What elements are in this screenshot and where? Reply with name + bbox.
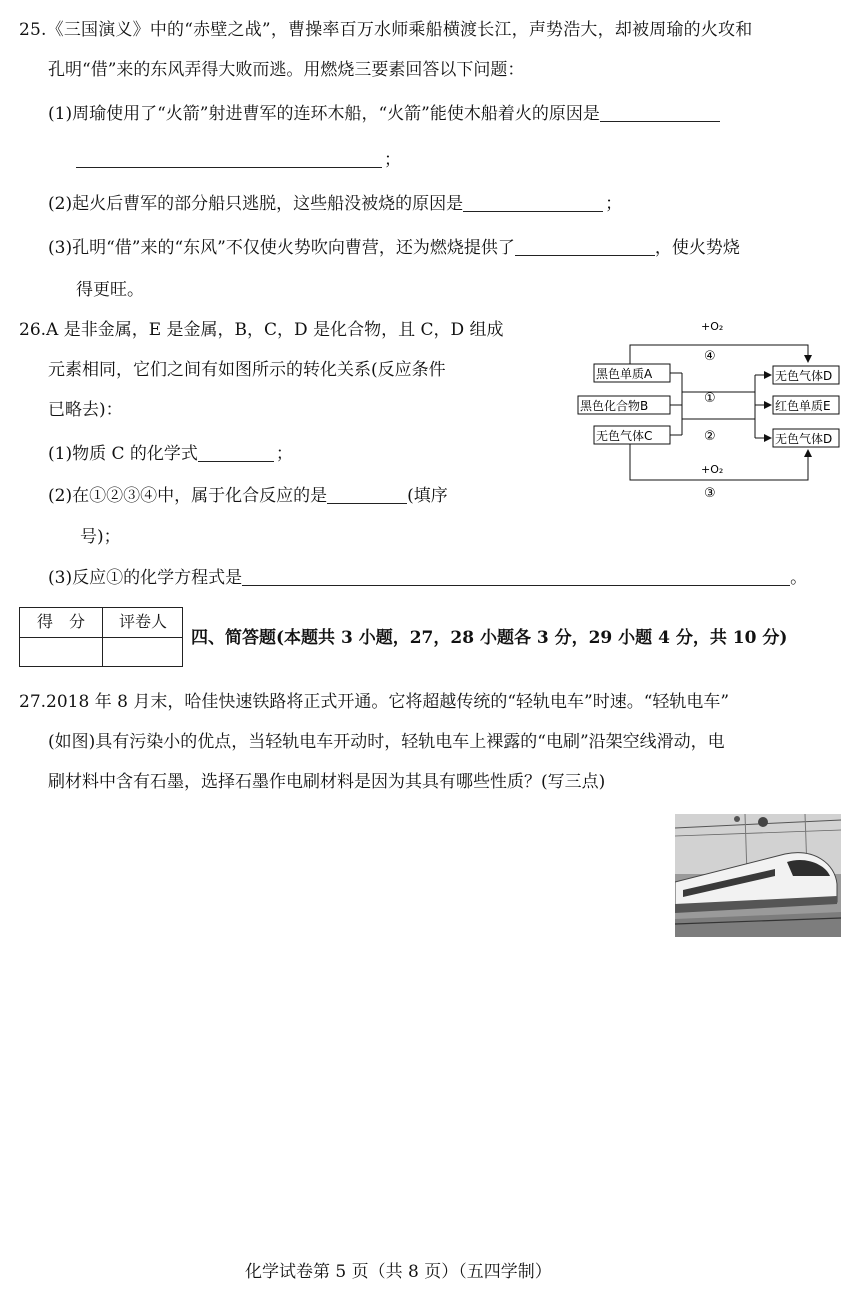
- score-input[interactable]: [20, 638, 102, 666]
- o2-top-label: +O₂: [701, 320, 724, 333]
- q26-part2-cont: 号)；: [80, 527, 121, 547]
- score-label: 得 分: [36, 612, 85, 631]
- answer-blank[interactable]: [515, 238, 655, 256]
- reaction-1-label: ①: [704, 391, 716, 406]
- q25-part1: [48, 102, 720, 126]
- box-e-label: 红色单质E: [775, 399, 831, 413]
- answer-blank[interactable]: [463, 194, 603, 212]
- box-c-label: 无色气体C: [596, 429, 653, 443]
- reaction-3-label: ③: [704, 486, 716, 501]
- o2-bottom-label: +O₂: [701, 463, 724, 476]
- q26-part2: [48, 484, 448, 508]
- q27-line1: 27.2018 年 8 月末，哈佳快速铁路将正式开通。它将超越传统的“轻轨电车”时速。“轻轨电车”: [19, 692, 730, 712]
- section-title: 四、简答题(本题共 3 小题，27，28 小题各 3 分，29 小题 4 分，共 10 分): [191, 628, 788, 648]
- q26-part1-text: (1)物质 C 的化学式: [48, 444, 198, 464]
- q25-part2-text: (2)起火后曹军的部分船只逃脱，这些船没被烧的原因是: [48, 194, 464, 214]
- answer-blank[interactable]: [327, 486, 407, 504]
- q26-part2-text: (2)在①②③④中，属于化合反应的是: [48, 486, 328, 506]
- score-table: [19, 607, 183, 667]
- q27-line3: 刷材料中含有石墨，选择石墨作电刷材料是因为其具有哪些性质？(写三点): [48, 772, 606, 792]
- q25-part3-text: (3)孔明“借”来的“东风”不仅使火势吹向曹营，还为燃烧提供了: [48, 238, 515, 258]
- q25-part3-cont: 得更旺。: [76, 280, 144, 300]
- q26-line2: 元素相同，它们之间有如图所示的转化关系(反应条件: [48, 360, 446, 380]
- grader-label: 评卷人: [118, 612, 167, 631]
- q26-part3: [48, 566, 807, 590]
- conversion-diagram: [570, 312, 850, 512]
- page-footer: 化学试卷第 5 页（共 8 页）（五四学制）: [245, 1262, 552, 1282]
- punctuation: ；: [605, 194, 623, 214]
- answer-blank[interactable]: [76, 150, 382, 168]
- q25-part1-text: (1)周瑜使用了“火箭”射进曹军的连环木船，“火箭”能使木船着火的原因是: [48, 104, 600, 124]
- q25-line1: 25.《三国演义》中的“赤壁之战”，曹操率百万水师乘船横渡长江，声势浩大，却被周瑜的火攻和: [19, 20, 753, 40]
- q26-line3: 已略去)：: [48, 400, 123, 420]
- q25-part1-cont: [76, 148, 401, 172]
- q26-part3-text: (3)反应①的化学方程式是: [48, 568, 243, 588]
- box-a-label: 黑色单质A: [596, 367, 653, 381]
- punctuation: 。: [790, 568, 808, 588]
- answer-blank[interactable]: [600, 104, 720, 122]
- q25-part2: [48, 192, 622, 216]
- q25-part3-text2: ，使火势烧: [654, 238, 740, 258]
- box-b-label: 黑色化合物B: [580, 399, 649, 413]
- q26-line1: 26.A 是非金属，E 是金属，B，C，D 是化合物，且 C，D 组成: [19, 320, 504, 340]
- punctuation: ；: [384, 150, 401, 170]
- reaction-2-label: ②: [704, 429, 716, 444]
- answer-blank[interactable]: [242, 568, 790, 586]
- q25-part3: [48, 236, 740, 260]
- q26-part2-end: (填序: [407, 486, 448, 506]
- q27-line2: (如图)具有污染小的优点，当轻轨电车开动时，轻轨电车上裸露的“电刷”沿架空线滑动，电: [48, 732, 725, 752]
- box-d1-label: 无色气体D: [775, 369, 833, 383]
- grader-input[interactable]: [103, 638, 183, 666]
- punctuation: ；: [275, 444, 293, 464]
- train-image: [675, 814, 841, 937]
- box-d2-label: 无色气体D: [775, 432, 833, 446]
- answer-blank[interactable]: [198, 444, 274, 462]
- q25-line2: 孔明“借”来的东风弄得大败而逃。用燃烧三要素回答以下问题：: [48, 60, 525, 80]
- q26-part1: [48, 442, 293, 466]
- reaction-4-label: ④: [704, 349, 716, 364]
